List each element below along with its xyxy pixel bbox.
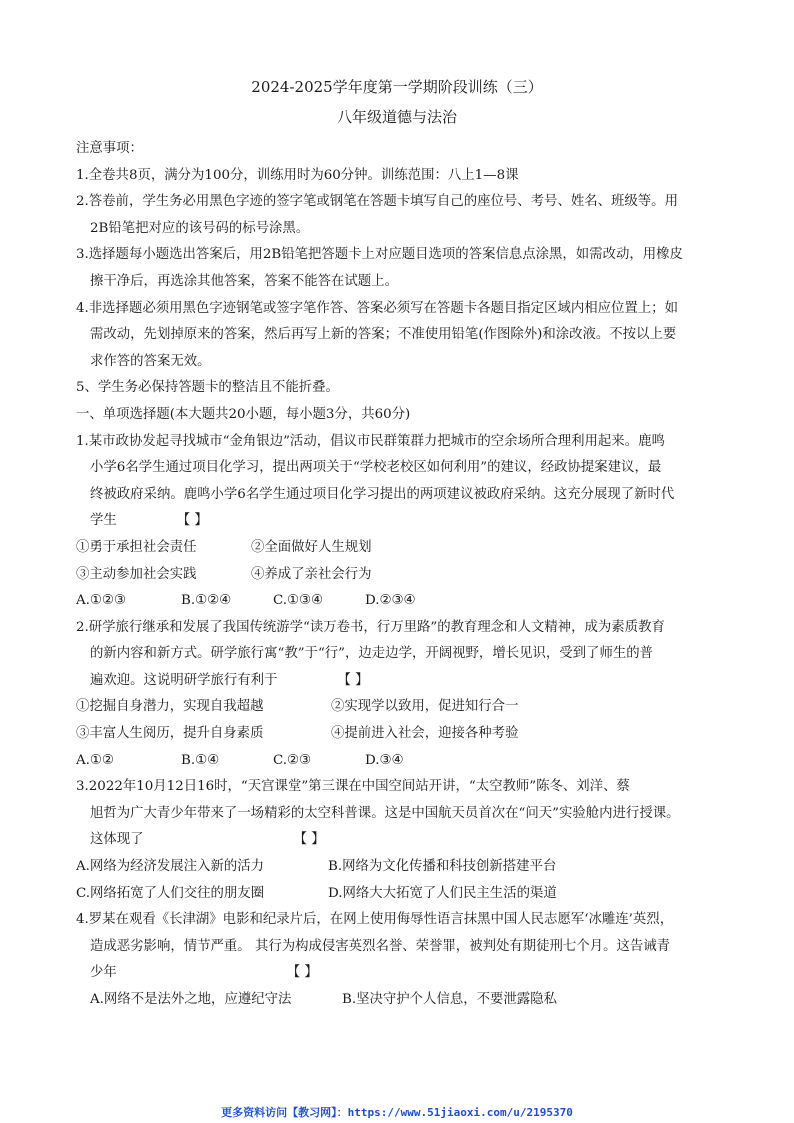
choice-option: A.①②③ — [76, 593, 126, 609]
q1-stem-end — [76, 508, 716, 535]
choice-option: C.网络拓宽了人们交往的朋友圈 — [76, 885, 265, 901]
q1-stem-line: 终被政府采纳。鹿鸣小学6名学生通过项目化学习提出的两项建议被政府采纳。这充分展现了新时代 — [90, 486, 675, 502]
q2-stem-end — [76, 668, 716, 695]
answer-bracket: 【 】 — [293, 832, 325, 848]
statement-option: ②全面做好人生规划 — [251, 539, 372, 555]
q2-statement-row — [76, 721, 716, 748]
q1-stem-line: 小学6名学生通过项目化学习，提出两项关于“学校老校区如何利用”的建议，经政协提案建议，最 — [90, 460, 662, 476]
notice-item: 3.选择题每小题选出答案后，用2B铅笔把答题卡上对应题目选项的答案信息点涂黑，如需改动，用橡皮 — [76, 247, 683, 263]
choice-option: A.网络不是法外之地，应遵纪守法 — [90, 992, 292, 1007]
exam-title: 2024-2025学年度第一学期阶段训练（三） — [251, 78, 543, 96]
q3-stem-line: 3.2022年10月12日16时，“天宫课堂”第三课在中国空间站开讲，“太空教师”陈冬、刘洋、蔡 — [76, 779, 630, 795]
q2-stem-line: 2.研学旅行继承和发展了我国传统游学“读万卷书，行万里路”的教育理念和人文精神，成为素质教育 — [76, 619, 665, 635]
statement-option: ①挖掘自身潜力，实现自我超越 — [76, 699, 264, 715]
q4-stem-end — [76, 960, 716, 987]
q3-choice-row — [76, 854, 716, 881]
statement-option: ④提前进入社会，迎接各种考验 — [331, 726, 519, 742]
choice-option: A.网络为经济发展注入新的活力 — [76, 859, 265, 875]
notice-item: 5、学生务必保持答题卡的整洁且不能折叠。 — [76, 380, 339, 396]
q1-statement-row — [76, 535, 716, 562]
q4-stem-end-text: 少年 — [90, 965, 117, 981]
choice-option: D.②③④ — [365, 593, 416, 609]
choice-option: D.网络大大拓宽了人们民主生活的渠道 — [328, 885, 557, 901]
choice-option: C.①③④ — [273, 593, 324, 609]
q4-choice-row — [76, 987, 716, 1014]
q1-stem-end-text: 学生 — [90, 513, 117, 529]
q1-stem-line: 1.某市政协发起寻找城市“金角银边”活动，倡议市民群策群力把城市的空余场所合理利用起来。鹿鸣 — [76, 433, 665, 449]
q2-stem-end-text: 遍欢迎。这说明研学旅行有利于 — [90, 672, 278, 688]
q2-statement-row — [76, 694, 716, 721]
answer-bracket: 【 】 — [286, 965, 318, 981]
answer-bracket: 【 】 — [176, 513, 208, 529]
choice-option: D.③④ — [365, 752, 404, 768]
exam-subtitle: 八年级道德与法治 — [336, 108, 457, 126]
notice-heading: 注意事项： — [76, 141, 143, 156]
statement-option: ①勇于承担社会责任 — [76, 539, 197, 555]
notice-item: 需改动，先划掉原来的答案，然后再写上新的答案；不准使用铅笔(作图除外)和涂改液。不按以上要 — [90, 327, 677, 343]
choice-option: B.①②④ — [181, 593, 232, 609]
answer-bracket: 【 】 — [337, 672, 369, 688]
section-heading: 一、单项选择题(本大题共20小题，每小题3分，共60分) — [76, 406, 411, 422]
choice-option: B.网络为文化传播和科技创新搭建平台 — [328, 859, 557, 875]
statement-option: ③主动参加社会实践 — [76, 566, 197, 582]
choice-option: A.①② — [76, 752, 114, 768]
q3-stem-end-text: 这体现了 — [90, 832, 144, 848]
q3-stem-end — [76, 827, 716, 854]
notice-item: 2B铅笔把对应的该号码的标号涂黑。 — [90, 220, 310, 236]
statement-option: ②实现学以致用，促进知行合一 — [331, 699, 519, 715]
q4-stem-line: 造成恶劣影响，情节严重。 其行为构成侵害英烈名誉、荣誉罪，被判处有期徒刑七个月。这告诫青 — [90, 938, 671, 954]
choice-option: C.②③ — [273, 752, 312, 768]
q4-stem-line: 4.罗某在观看《长津湖》电影和纪录片后，在网上使用侮辱性语言抹黑中国人民志愿军‘冰雕连’英烈， — [76, 912, 674, 928]
notice-item: 2.答卷前，学生务必用黑色字迹的签字笔或钢笔在答题卡填写自己的座位号、考号、姓名、班级等。用 — [76, 194, 678, 210]
q2-stem-line: 的新内容和新方式。研学旅行寓“教”于“行”，边走边学，开阔视野，增长见识，受到了师生的普 — [90, 646, 654, 662]
notice-item: 1.全卷共8页，满分为100分，训练用时为60分钟。训练范围：八上1—8课 — [76, 167, 519, 183]
footer-link[interactable]: 更多资料访问【教习网】：https://www.51jiaoxi.com/u/2195370 — [221, 1106, 573, 1119]
statement-option: ③丰富人生阅历，提升自身素质 — [76, 726, 264, 742]
notice-item: 4.非选择题必须用黑色字迹钢笔或签字笔作答、答案必须写在答题卡各题目指定区域内相应位置上；如 — [76, 300, 678, 316]
exam-content — [76, 136, 716, 1014]
q3-choice-row — [76, 881, 716, 908]
q1-choice-row — [76, 588, 716, 615]
notice-item: 求作答的答案无效。 — [90, 353, 211, 369]
choice-option: B.①④ — [181, 752, 220, 768]
statement-option: ④养成了亲社会行为 — [251, 566, 372, 582]
q2-choice-row — [76, 748, 716, 775]
q3-stem-line: 旭哲为广大青少年带来了一场精彩的太空科普课。这是中国航天员首次在“问天”实验舱内进行授课。 — [90, 805, 680, 821]
notice-item: 擦干净后，再选涂其他答案，答案不能答在试题上。 — [90, 273, 398, 289]
q1-statement-row — [76, 562, 716, 589]
choice-option: B.坚决守护个人信息，不要泄露隐私 — [342, 992, 557, 1007]
